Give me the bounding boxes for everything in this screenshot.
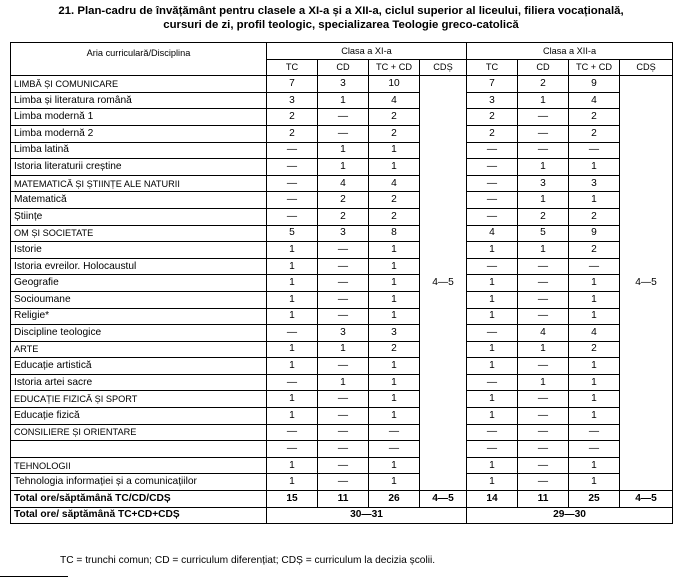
legend-note: TC = trunchi comun; CD = curriculum diferențiat; CDȘ = curriculum la decizia școlii. <box>60 555 436 566</box>
hours-cell: 7 <box>267 76 318 93</box>
hours-cell: — <box>569 258 620 275</box>
hours-cell: 1 <box>467 242 518 259</box>
hours-cell: — <box>467 175 518 192</box>
hours-cell: — <box>267 208 318 225</box>
hours-cell: — <box>467 325 518 342</box>
hours-cell: 2 <box>369 192 420 209</box>
hours-cell: 1 <box>369 374 420 391</box>
hours-cell: 2 <box>569 109 620 126</box>
hours-cell: — <box>518 391 569 408</box>
hours-cell: 1 <box>569 474 620 491</box>
hours-cell: 1 <box>569 391 620 408</box>
hours-cell: — <box>318 291 369 308</box>
discipline-name: Istoria literaturii creștine <box>11 159 267 176</box>
hours-cell: 3 <box>369 325 420 342</box>
table-row <box>11 208 673 225</box>
hours-cell: 4 <box>569 92 620 109</box>
hours-cell: — <box>267 325 318 342</box>
hours-cell: 1 <box>467 391 518 408</box>
grand-total-label: Total ore/ săptămână TC+CD+CDȘ <box>11 507 267 524</box>
hours-cell: 5 <box>267 225 318 242</box>
hours-cell: 2 <box>369 208 420 225</box>
hours-cell: 1 <box>267 457 318 474</box>
hours-cell: 2 <box>518 76 569 93</box>
hours-cell: 3 <box>318 325 369 342</box>
hours-cell: 2 <box>318 208 369 225</box>
hours-cell: 1 <box>518 192 569 209</box>
table-row <box>11 291 673 308</box>
hours-cell: — <box>518 308 569 325</box>
hours-cell: 2 <box>467 109 518 126</box>
hours-cell: 1 <box>267 391 318 408</box>
hours-cell: — <box>467 441 518 458</box>
hours-cell: — <box>518 258 569 275</box>
discipline-name: Educație fizică <box>11 408 267 425</box>
hours-cell: 2 <box>467 125 518 142</box>
hours-cell: 2 <box>267 125 318 142</box>
total-cell: 11 <box>518 491 569 508</box>
hours-cell: 1 <box>467 474 518 491</box>
hours-cell: 4 <box>467 225 518 242</box>
hours-cell: 1 <box>369 142 420 159</box>
discipline-name: Limba și literatura română <box>11 92 267 109</box>
hours-cell: 1 <box>569 408 620 425</box>
hours-cell: — <box>518 424 569 441</box>
hours-cell: 1 <box>267 341 318 358</box>
hours-cell: — <box>267 142 318 159</box>
hours-cell: 2 <box>318 192 369 209</box>
hours-cell: — <box>318 441 369 458</box>
discipline-name: Socioumane <box>11 291 267 308</box>
hours-cell: 1 <box>518 341 569 358</box>
hours-cell: 1 <box>518 242 569 259</box>
discipline-name <box>11 441 267 458</box>
hours-cell: — <box>318 275 369 292</box>
hours-cell: 1 <box>267 408 318 425</box>
discipline-name: Educație artistică <box>11 358 267 375</box>
total-cell: 25 <box>569 491 620 508</box>
hours-cell: 1 <box>369 291 420 308</box>
hours-cell: 7 <box>467 76 518 93</box>
hours-cell: 4 <box>569 325 620 342</box>
hours-cell: 1 <box>369 308 420 325</box>
cds-xi-cell: 4—5 <box>420 76 467 491</box>
hours-cell: 1 <box>267 474 318 491</box>
hours-cell: — <box>267 159 318 176</box>
hours-cell: 1 <box>467 358 518 375</box>
table-row <box>11 159 673 176</box>
hours-cell: — <box>518 109 569 126</box>
hours-cell: 1 <box>467 408 518 425</box>
hours-cell: 1 <box>467 275 518 292</box>
hours-cell: 1 <box>569 308 620 325</box>
hours-cell: 1 <box>369 457 420 474</box>
table-row <box>11 424 673 441</box>
title-line-2: cursuri de zi, profil teologic, specializarea Teologie greco-catolică <box>163 19 519 31</box>
hours-cell: 1 <box>369 408 420 425</box>
hours-cell: — <box>467 192 518 209</box>
hours-cell: — <box>467 142 518 159</box>
table-row <box>11 457 673 474</box>
hours-cell: — <box>267 374 318 391</box>
total-cell: 4—5 <box>620 491 673 508</box>
discipline-name: MATEMATICĂ ȘI ȘTIINȚE ALE NATURII <box>11 175 267 192</box>
hours-cell: 1 <box>267 291 318 308</box>
hours-cell: 1 <box>518 92 569 109</box>
discipline-name: Limba modernă 2 <box>11 125 267 142</box>
hours-cell: — <box>318 125 369 142</box>
hours-cell: — <box>518 125 569 142</box>
table-row <box>11 325 673 342</box>
total-label: Total ore/săptămână TC/CD/CDȘ <box>11 491 267 508</box>
hours-cell: — <box>318 258 369 275</box>
col-header: CDȘ <box>620 59 673 76</box>
col-header: CD <box>518 59 569 76</box>
hours-cell: 1 <box>518 159 569 176</box>
table-row <box>11 341 673 358</box>
hours-cell: 1 <box>467 341 518 358</box>
hours-cell: 1 <box>369 275 420 292</box>
table-row <box>11 242 673 259</box>
table-row <box>11 408 673 425</box>
hours-cell: 1 <box>569 291 620 308</box>
total-cell: 14 <box>467 491 518 508</box>
discipline-name: Matematică <box>11 192 267 209</box>
hours-cell: 2 <box>518 208 569 225</box>
hours-cell: — <box>467 258 518 275</box>
hours-cell: 5 <box>518 225 569 242</box>
hours-cell: — <box>318 457 369 474</box>
hours-cell: 3 <box>267 92 318 109</box>
hours-cell: — <box>467 159 518 176</box>
table-row <box>11 125 673 142</box>
hours-cell: 2 <box>569 208 620 225</box>
class-xi-header: Clasa a XI-a <box>267 43 467 60</box>
discipline-name: Geografie <box>11 275 267 292</box>
hours-cell: — <box>467 208 518 225</box>
grand-total-row <box>11 507 673 524</box>
hours-cell: 1 <box>267 242 318 259</box>
grand-total-xi: 30—31 <box>267 507 467 524</box>
hours-cell: 1 <box>369 159 420 176</box>
hours-cell: — <box>518 441 569 458</box>
table-row <box>11 109 673 126</box>
table-row <box>11 225 673 242</box>
hours-cell: 1 <box>267 358 318 375</box>
table-row <box>11 275 673 292</box>
col-header: TC <box>467 59 518 76</box>
hours-cell: 1 <box>369 391 420 408</box>
discipline-name: ARTE <box>11 341 267 358</box>
total-cell: 15 <box>267 491 318 508</box>
table-row <box>11 142 673 159</box>
hours-cell: 9 <box>569 76 620 93</box>
discipline-name: LIMBĂ ȘI COMUNICARE <box>11 76 267 93</box>
discipline-name: TEHNOLOGII <box>11 457 267 474</box>
discipline-name: Istorie <box>11 242 267 259</box>
hours-cell: 1 <box>569 374 620 391</box>
hours-cell: 2 <box>369 125 420 142</box>
hours-cell: 1 <box>467 308 518 325</box>
hours-cell: 2 <box>369 109 420 126</box>
hours-cell: — <box>318 408 369 425</box>
hours-cell: — <box>318 424 369 441</box>
discipline-name: OM ȘI SOCIETATE <box>11 225 267 242</box>
table-row <box>11 175 673 192</box>
hours-cell: — <box>518 474 569 491</box>
discipline-name: EDUCAȚIE FIZICĂ ȘI SPORT <box>11 391 267 408</box>
hours-cell: 1 <box>318 142 369 159</box>
discipline-name: Istoria evreilor. Holocaustul <box>11 258 267 275</box>
header-row-1 <box>11 43 673 60</box>
hours-cell: 1 <box>369 258 420 275</box>
hours-cell: — <box>318 242 369 259</box>
hours-cell: 4 <box>318 175 369 192</box>
hours-cell: 3 <box>467 92 518 109</box>
curriculum-table <box>10 42 673 524</box>
hours-cell: — <box>569 441 620 458</box>
table-row <box>11 358 673 375</box>
hours-cell: 3 <box>318 76 369 93</box>
table-row <box>11 76 673 93</box>
hours-cell: 3 <box>569 175 620 192</box>
grand-total-xii: 29—30 <box>467 507 673 524</box>
hours-cell: 3 <box>318 225 369 242</box>
cds-xii-cell: 4—5 <box>620 76 673 491</box>
hours-cell: 4 <box>518 325 569 342</box>
hours-cell: 1 <box>318 341 369 358</box>
hours-cell: 4 <box>369 92 420 109</box>
hours-cell: 2 <box>569 242 620 259</box>
hours-cell: — <box>318 109 369 126</box>
hours-cell: — <box>467 374 518 391</box>
hours-cell: 2 <box>369 341 420 358</box>
hours-cell: 2 <box>569 341 620 358</box>
table-row <box>11 391 673 408</box>
discipline-name: Științe <box>11 208 267 225</box>
table-row <box>11 258 673 275</box>
hours-cell: — <box>518 275 569 292</box>
table-row <box>11 374 673 391</box>
hours-cell: 10 <box>369 76 420 93</box>
hours-cell: — <box>518 408 569 425</box>
discipline-name: Istoria artei sacre <box>11 374 267 391</box>
footnote-rule <box>0 576 68 577</box>
hours-cell: 1 <box>267 308 318 325</box>
hours-cell: 1 <box>467 457 518 474</box>
table-row <box>11 441 673 458</box>
total-cell: 4—5 <box>420 491 467 508</box>
table-row <box>11 474 673 491</box>
hours-cell: — <box>569 142 620 159</box>
table-row <box>11 192 673 209</box>
hours-cell: 2 <box>569 125 620 142</box>
col-header: CDȘ <box>420 59 467 76</box>
hours-cell: 1 <box>267 275 318 292</box>
col-header: TC <box>267 59 318 76</box>
class-xii-header: Clasa a XII-a <box>467 43 673 60</box>
hours-cell: — <box>369 441 420 458</box>
hours-cell: — <box>267 192 318 209</box>
area-header: Aria curriculară/Disciplina <box>11 43 267 76</box>
hours-cell: 1 <box>318 92 369 109</box>
hours-cell: — <box>569 424 620 441</box>
hours-cell: 3 <box>518 175 569 192</box>
col-header: CD <box>318 59 369 76</box>
hours-cell: 1 <box>267 258 318 275</box>
col-header: TC + CD <box>369 59 420 76</box>
hours-cell: 8 <box>369 225 420 242</box>
hours-cell: 1 <box>569 358 620 375</box>
hours-cell: 9 <box>569 225 620 242</box>
hours-cell: — <box>518 142 569 159</box>
table-row <box>11 308 673 325</box>
hours-cell: 4 <box>369 175 420 192</box>
hours-cell: — <box>267 424 318 441</box>
col-header: TC + CD <box>569 59 620 76</box>
discipline-name: Religie* <box>11 308 267 325</box>
title-line-1: 21. Plan-cadru de învățământ pentru clasele a XI-a și a XII-a, ciclul superior al liceului, filiera vocațională, <box>58 5 624 17</box>
table-row <box>11 92 673 109</box>
hours-cell: 1 <box>569 457 620 474</box>
discipline-name: Discipline teologice <box>11 325 267 342</box>
discipline-name: Tehnologia informației și a comunicațiilor <box>11 474 267 491</box>
hours-cell: 1 <box>318 374 369 391</box>
hours-cell: 1 <box>318 159 369 176</box>
discipline-name: CONSILIERE ȘI ORIENTARE <box>11 424 267 441</box>
hours-cell: — <box>318 474 369 491</box>
hours-cell: — <box>318 358 369 375</box>
hours-cell: — <box>318 308 369 325</box>
hours-cell: — <box>369 424 420 441</box>
hours-cell: 1 <box>369 474 420 491</box>
hours-cell: 1 <box>569 275 620 292</box>
total-cell: 11 <box>318 491 369 508</box>
hours-cell: — <box>518 291 569 308</box>
hours-cell: 1 <box>467 291 518 308</box>
total-cell: 26 <box>369 491 420 508</box>
hours-cell: 1 <box>569 159 620 176</box>
hours-cell: — <box>318 391 369 408</box>
hours-cell: 1 <box>569 192 620 209</box>
hours-cell: 2 <box>267 109 318 126</box>
hours-cell: — <box>267 175 318 192</box>
hours-cell: 1 <box>369 242 420 259</box>
hours-cell: — <box>467 424 518 441</box>
discipline-name: Limba modernă 1 <box>11 109 267 126</box>
hours-cell: 1 <box>518 374 569 391</box>
hours-cell: — <box>518 457 569 474</box>
hours-cell: 1 <box>369 358 420 375</box>
discipline-name: Limba latină <box>11 142 267 159</box>
hours-cell: — <box>518 358 569 375</box>
total-row <box>11 491 673 508</box>
page-title <box>10 4 672 32</box>
hours-cell: — <box>267 441 318 458</box>
